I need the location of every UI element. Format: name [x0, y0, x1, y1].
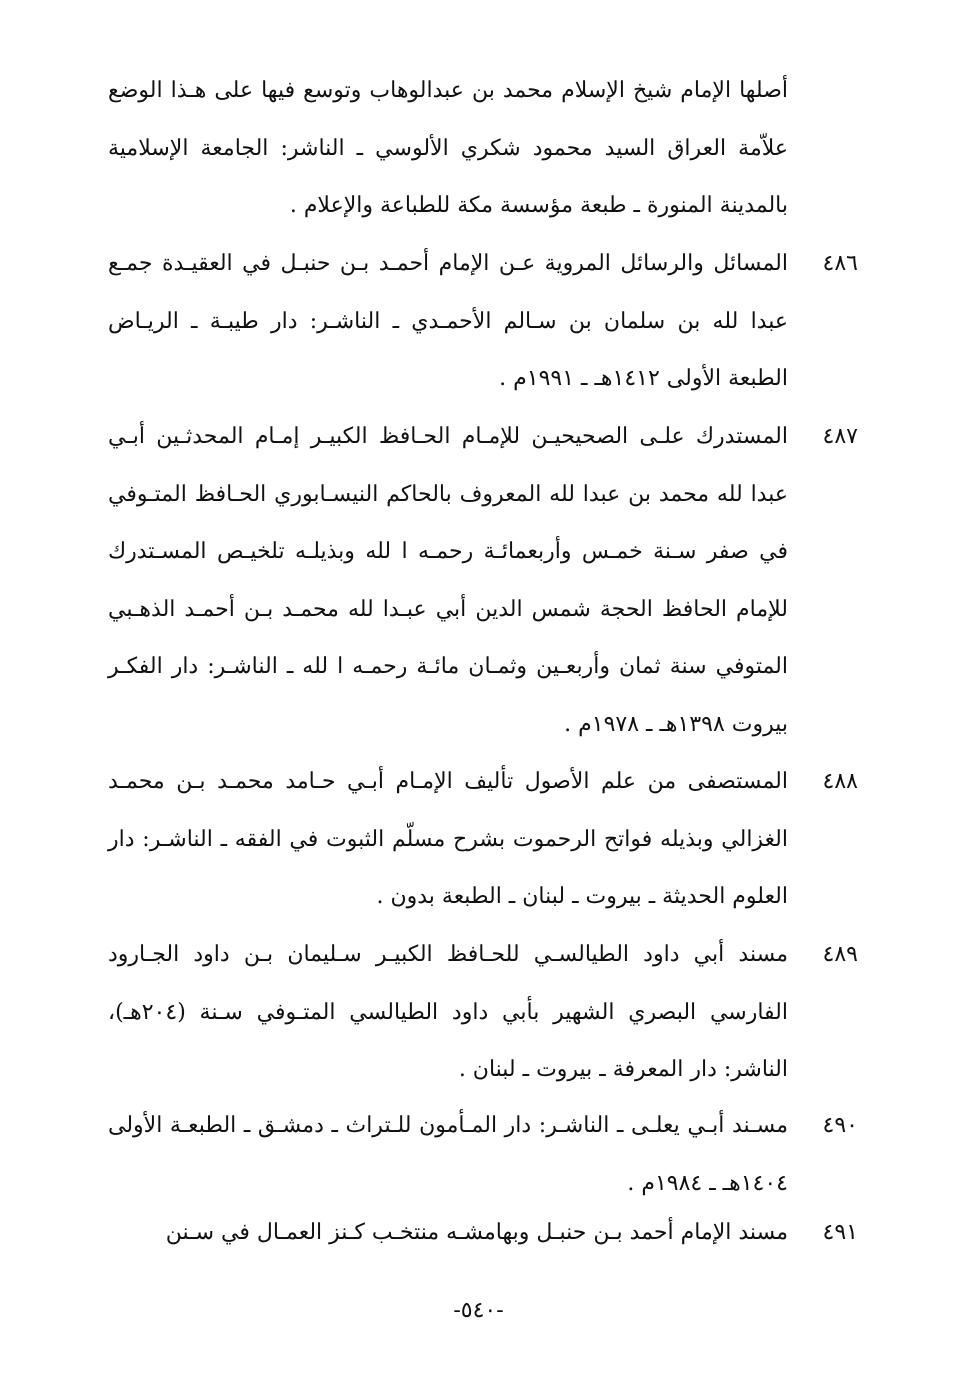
- entry-text: مسند أبي داود الطيالسـي للحـافظ الكبيـر سـليمان بـن داود الجـارود الفارسي البصري الشهير بأبي داود الطيالسي المتـوفي سـنة (٢٠٤هـ)، الناشر: دار المعرفة ـ بيروت ـ لبنان .: [108, 942, 788, 1082]
- continuation-paragraph: أصلها الإمام شيخ الإسلام محمد بن عبدالوهاب وتوسع فيها على هـذا الوضع علاّمة العراق السيد محمود شكري الألوسي ـ الناشر: الجامعة الإسلامية بالمدينة المنورة ـ طبعة مؤسسة مكة للطباعة والإعلام .: [108, 78, 788, 218]
- bibliography-entry-489: [108, 926, 858, 1099]
- entry-number: ٤٩٠: [822, 1113, 858, 1138]
- entry-text: المستصفى من علم الأصول تأليف الإمـام أبـي حـامد محمـد بـن محمـد الغزالي وبذيله فواتح الرحموت بشرح مسلّم الثبوت في الفقه ـ الناشـر: دار العلوم الحديثة ـ بيروت ـ لبنان ـ الطبعة بدون .: [108, 769, 788, 909]
- entry-text: مسند الإمام أحمد بـن حنبـل وبهامشـه منتخـب كـنز العمـال في سـنن: [165, 1220, 788, 1245]
- entry-text: المسائل والرسائل المروية عـن الإمام أحمـد بـن حنبـل في العقيـدة جمـع عبدا لله بن سلمان بن سـالم الأحمـدي ـ الناشـر: دار طيبـة ـ الريـاض الطبعة الأولى ١٤١٢هـ ـ ١٩٩١م .: [108, 251, 788, 391]
- bibliography-entry-490: [108, 1097, 858, 1212]
- bibliography-entry-486: [108, 235, 858, 408]
- bibliography-entry-488: [108, 753, 858, 926]
- entry-number: ٤٨٨: [822, 769, 858, 794]
- entry-text: مسـند أبـي يعلـى ـ الناشـر: دار المـأمون للـتراث ـ دمشـق ـ الطبعـة الأولى ١٤٠٤هـ ـ ١٩٨٤م .: [108, 1113, 788, 1196]
- entry-number: ٤٨٧: [822, 424, 858, 449]
- entry-number: ٤٨٩: [822, 942, 858, 967]
- entry-number: ٤٩١: [822, 1220, 858, 1245]
- entry-text: المستدرك علـى الصحيحيـن للإمـام الحـافظ الكبيـر إمـام المحدثـين أبـي عبدا لله محمد بن عبدا لله المعروف بالحاكم النيسـابوري الحـافظ المتـوفي في صفر سـنة خمـس وأربعمائـة رحمـه ا لله وبذيلـه تلخيـص المسـتدرك للإمام الحافظ الحجة شمس الدين أبي عبـدا لله محمـد بـن أحمـد الذهـبي المتوفي سنة ثمان وأربعـين وثمـان مائـة رحمـه ا لله ـ الناشـر: دار الفكـر بيروت ١٣٩٨هـ ـ ١٩٧٨م .: [108, 424, 788, 737]
- bibliography-entry-487: [108, 408, 858, 753]
- entry-number: ٤٨٦: [822, 251, 858, 276]
- bibliography-entry-491: [108, 1204, 858, 1262]
- page-number: -٥٤٠-: [453, 1298, 504, 1323]
